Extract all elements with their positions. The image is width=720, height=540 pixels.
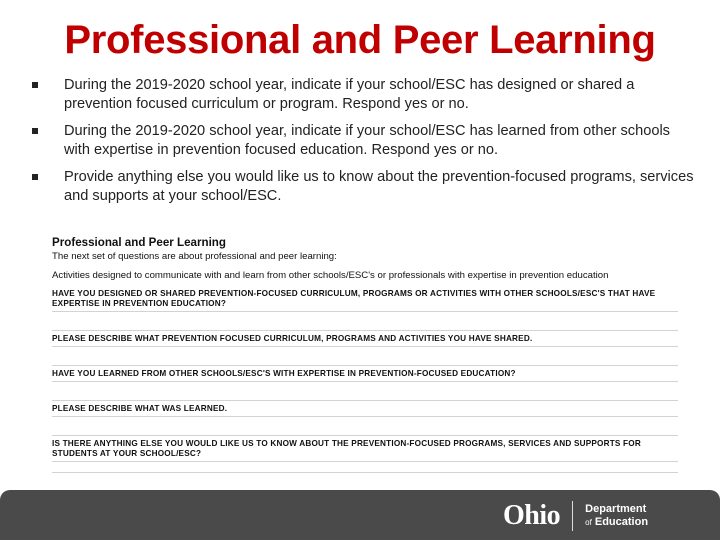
form-description: Activities designed to communicate with and learn from other schools/ESC's or professionals with expertise in prevention education: [52, 270, 609, 281]
answer-field[interactable]: [52, 416, 678, 436]
ohio-department-of-education-logo: [503, 502, 648, 530]
form-question: HAVE YOU DESIGNED OR SHARED PREVENTION-FOCUSED CURRICULUM, PROGRAMS OR ACTIVITIES WITH OTHER SCHOOLS/ESC'S THAT HAVE EXPERTISE IN PREVENTION EDUCATION?: [52, 289, 656, 308]
form-title: Professional and Peer Learning: [52, 236, 226, 249]
bullet-text: Provide anything else you would like us to know about the prevention-focused programs, services and supports at your school/ESC.: [64, 169, 694, 204]
answer-field[interactable]: [52, 346, 678, 366]
bullet-text: During the 2019-2020 school year, indicate if your school/ESC has designed or shared a prevention focused curriculum or program. Respond yes or no.: [64, 77, 635, 112]
survey-form-screenshot: [52, 236, 678, 486]
department-label: [585, 503, 648, 529]
bullet-text: During the 2019-2020 school year, indicate if your school/ESC has learned from other schools with expertise in prevention focused education. Respond yes or no.: [64, 123, 670, 158]
slide-title: Professional and Peer Learning: [64, 18, 656, 62]
bullet-item: [32, 76, 698, 114]
square-bullet-icon: [32, 174, 38, 180]
form-question: PLEASE DESCRIBE WHAT PREVENTION FOCUSED CURRICULUM, PROGRAMS AND ACTIVITIES YOU HAVE SHARED.: [52, 334, 533, 343]
department-line1: Department: [585, 503, 647, 515]
form-question: PLEASE DESCRIBE WHAT WAS LEARNED.: [52, 404, 228, 413]
form-intro: The next set of questions are about professional and peer learning:: [52, 251, 337, 262]
bullet-item: [32, 168, 698, 206]
square-bullet-icon: [32, 82, 38, 88]
bullet-item: [32, 122, 698, 160]
department-line2: Education: [594, 516, 649, 528]
form-question: HAVE YOU LEARNED FROM OTHER SCHOOLS/ESC'S WITH EXPERTISE IN PREVENTION-FOCUSED EDUCATION?: [52, 369, 516, 378]
logo-divider: [572, 501, 573, 531]
form-question: IS THERE ANYTHING ELSE YOU WOULD LIKE US TO KNOW ABOUT THE PREVENTION-FOCUSED PROGRAMS, SERVICES AND SUPPORTS FOR STUDENTS AT YOUR SCHOOL/ESC?: [52, 439, 641, 458]
footer-bar: [0, 490, 720, 540]
answer-field[interactable]: [52, 381, 678, 401]
answer-field[interactable]: [52, 461, 678, 473]
bullet-list: [32, 76, 698, 214]
square-bullet-icon: [32, 128, 38, 134]
department-of: of: [585, 518, 592, 527]
ohio-logo-wordmark: Ohio: [503, 500, 561, 531]
answer-field[interactable]: [52, 311, 678, 331]
